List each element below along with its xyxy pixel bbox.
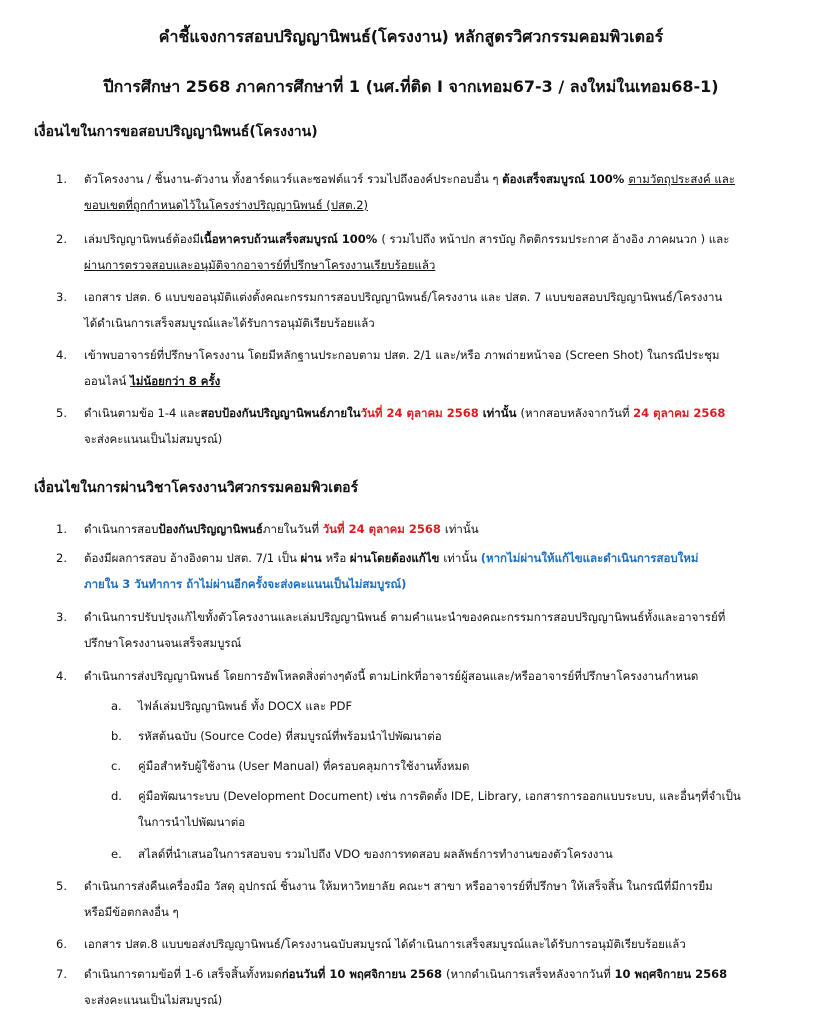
item-underline: ผ่านการตรวจสอบและอนุมัติจากอาจารย์ที่ปรึกษาโครงงานเรียบร้อยแล้ว — [84, 258, 436, 272]
sub-item-text: สไลด์ที่นำเสนอในการสอบจบ รวมไปถึง VDO ของการทดสอบ ผลลัพธ์การทำงานของตัวโครงงาน — [138, 847, 613, 861]
item-text: จะส่งคะแนนเป็นไม่สมบูรณ์) — [84, 432, 223, 446]
item-number: 7. — [56, 967, 67, 981]
deadline-date: 24 ตุลาคม 2568 — [633, 406, 726, 420]
item-text: ปรึกษาโครงงานจนเสร็จสมบูรณ์ — [84, 636, 242, 650]
document-title: คำชี้แจงการสอบปริญญานิพนธ์(โครงงาน) หลักสูตรวิศวกรรมคอมพิวเตอร์ — [158, 27, 664, 46]
item-number: 1. — [56, 522, 67, 536]
item-text: ตัวโครงงาน / ชิ้นงาน-ตัวงาน ทั้งฮาร์ดแวร์และซอฟต์แวร์ รวมไปถึงองค์ประกอบอื่น ๆ — [84, 172, 503, 186]
item-text: ต้องมีผลการสอบ อ้างอิงตาม ปสต. 7/1 เป็น — [84, 551, 301, 565]
item-text: เอกสาร ปสต.8 แบบขอส่งปริญญานิพนธ์/โครงงานฉบับสมบูรณ์ ได้ดำเนินการเสร็จสมบูรณ์และได้รับการอนุมัติเรียบร้อยแล้ว — [84, 937, 686, 951]
item-text: (หากสอบหลังจากวันที่ — [520, 406, 634, 420]
item-number: 5. — [56, 406, 67, 420]
deadline-date: วันที่ 24 ตุลาคม 2568 — [322, 522, 445, 536]
item-text: เท่านั้น — [443, 551, 481, 565]
item-text: หรือมีข้อตกลงอื่น ๆ — [84, 905, 179, 919]
item-emphasis: ก่อนวันที่ 10 พฤศจิกายน 2568 — [281, 967, 446, 981]
item-text: ได้ดำเนินการเสร็จสมบูรณ์และได้รับการอนุมัติเรียบร้อยแล้ว — [84, 316, 375, 330]
item-number: 4. — [56, 348, 67, 362]
sub-item-text: ในการนำไปพัฒนาต่อ — [138, 815, 246, 829]
item-text: ออนไลน์ — [84, 374, 131, 388]
sub-item-letter: d. — [111, 789, 122, 803]
sub-item-text: คู่มือพัฒนาระบบ (Development Document) เช่น การติดตั้ง IDE, Library, เอกสารการออกแบบระบบ, และอื่นๆที่จำเป็น — [138, 789, 741, 803]
deadline-date: วันที่ 24 ตุลาคม 2568 — [360, 406, 483, 420]
item-number: 5. — [56, 879, 67, 893]
item-number: 1. — [56, 172, 67, 186]
item-text: เข้าพบอาจารย์ที่ปรึกษาโครงงาน โดยมีหลักฐานประกอบตาม ปสต. 2/1 และ/หรือ ภาพถ่ายหน้าจอ (Screen Shot) ในกรณีประชุม — [84, 348, 720, 362]
sub-item-letter: c. — [111, 759, 121, 773]
sub-item-text: รหัสต้นฉบับ (Source Code) ที่สมบูรณ์ที่พร้อมนำไปพัฒนาต่อ — [138, 729, 442, 743]
document-subtitle: ปีการศึกษา 2568 ภาคการศึกษาที่ 1 (นศ.ที่ติด I จากเทอม67-3 / ลงใหม่ในเทอม68-1) — [103, 77, 719, 96]
item-emphasis: สอบป้องกันปริญญานิพนธ์ภายใน — [200, 406, 361, 420]
item-underline: ตามวัตถุประสงค์ และ — [628, 172, 735, 186]
item-emphasis: ผ่านโดยต้องแก้ไข — [349, 551, 444, 565]
item-text: ดำเนินการส่งปริญญานิพนธ์ โดยการอัพโหลดสิ่งต่างๆดังนี้ ตามLinkที่อาจารย์ผู้สอนและ/หรืออาจารย์ที่ปรึกษาโครงงานกำหนด — [84, 669, 699, 683]
item-emphasis: ไม่น้อยกว่า 8 ครั้ง — [130, 374, 221, 388]
section1-heading: เงื่อนไขในการขอสอบปริญญานิพนธ์(โครงงาน) — [34, 124, 318, 140]
item-note: ภายใน 3 วันทำการ ถ้าไม่ผ่านอีกครั้งจะส่งคะแนนเป็นไม่สมบูรณ์) — [84, 577, 407, 591]
item-text: ดำเนินการปรับปรุงแก้ไขทั้งตัวโครงงานและเล่มปริญญานิพนธ์ ตามคำแนะนำของคณะกรรมการสอบปริญญานิพนธ์ทั้งและอาจารย์ที่ — [84, 610, 726, 624]
section2-heading: เงื่อนไขในการผ่านวิชาโครงงานวิศวกรรมคอมพิวเตอร์ — [34, 480, 359, 496]
item-text: ( รวมไปถึง หน้าปก สารบัญ กิตติกรรมประกาศ อ้างอิง ภาคผนวก ) และ — [381, 232, 730, 246]
item-text: ภายในวันที่ — [262, 522, 323, 536]
item-text: ดำเนินการตามข้อที่ 1-6 เสร็จสิ้นทั้งหมด — [84, 967, 282, 981]
item-text: ดำเนินตามข้อ 1-4 และ — [84, 406, 201, 420]
item-emphasis: 10 พฤศจิกายน 2568 — [614, 967, 728, 981]
item-number: 4. — [56, 669, 67, 683]
item-number: 2. — [56, 551, 67, 565]
item-text: หรือ — [325, 551, 350, 565]
item-note: (หากไม่ผ่านให้แก้ไขและดำเนินการสอบใหม่ — [480, 551, 699, 565]
item-text: เล่มปริญญานิพนธ์ต้องมี — [84, 232, 200, 246]
sub-item-text: คู่มือสำหรับผู้ใช้งาน (User Manual) ที่ครอบคลุมการใช้งานทั้งหมด — [138, 759, 470, 773]
item-emphasis: เท่านั้น — [482, 406, 521, 420]
sub-item-letter: e. — [111, 847, 122, 861]
sub-item-letter: a. — [111, 699, 122, 713]
item-number: 2. — [56, 232, 67, 246]
item-emphasis: ต้องเสร็จสมบูรณ์ 100% — [502, 172, 629, 186]
item-underline: ขอบเขตที่ถูกกำหนดไว้ในโครงร่างปริญญานิพนธ์ (ปสต.2) — [84, 198, 369, 212]
item-text: เท่านั้น — [444, 522, 479, 536]
item-text: ดำเนินการส่งคืนเครื่องมือ วัสดุ อุปกรณ์ ชิ้นงาน ให้มหาวิทยาลัย คณะฯ สาขา หรืออาจารย์ที่ปรึกษา ให้เสร็จสิ้น ในกรณีที่มีการยืม — [84, 879, 713, 893]
sub-item-text: ไฟล์เล่มปริญญานิพนธ์ ทั้ง DOCX และ PDF — [138, 699, 353, 713]
item-emphasis: เนื้อหาครบถ้วนเสร็จสมบูรณ์ 100% — [199, 232, 382, 246]
item-emphasis: ป้องกันปริญญานิพนธ์ — [158, 522, 263, 536]
item-number: 6. — [56, 937, 67, 951]
item-text: จะส่งคะแนนเป็นไม่สมบูรณ์) — [84, 993, 223, 1007]
item-emphasis: ผ่าน — [300, 551, 326, 565]
item-text: ดำเนินการสอบ — [84, 522, 159, 536]
item-number: 3. — [56, 610, 67, 624]
item-text: (หากดำเนินการเสร็จหลังจากวันที่ — [445, 967, 615, 981]
sub-item-letter: b. — [111, 729, 122, 743]
item-number: 3. — [56, 290, 67, 304]
item-text: เอกสาร ปสต. 6 แบบขออนุมัติแต่งตั้งคณะกรรมการสอบปริญญานิพนธ์/โครงงาน และ ปสต. 7 แบบขอสอบปริญญานิพนธ์/โครงงาน — [84, 290, 723, 304]
